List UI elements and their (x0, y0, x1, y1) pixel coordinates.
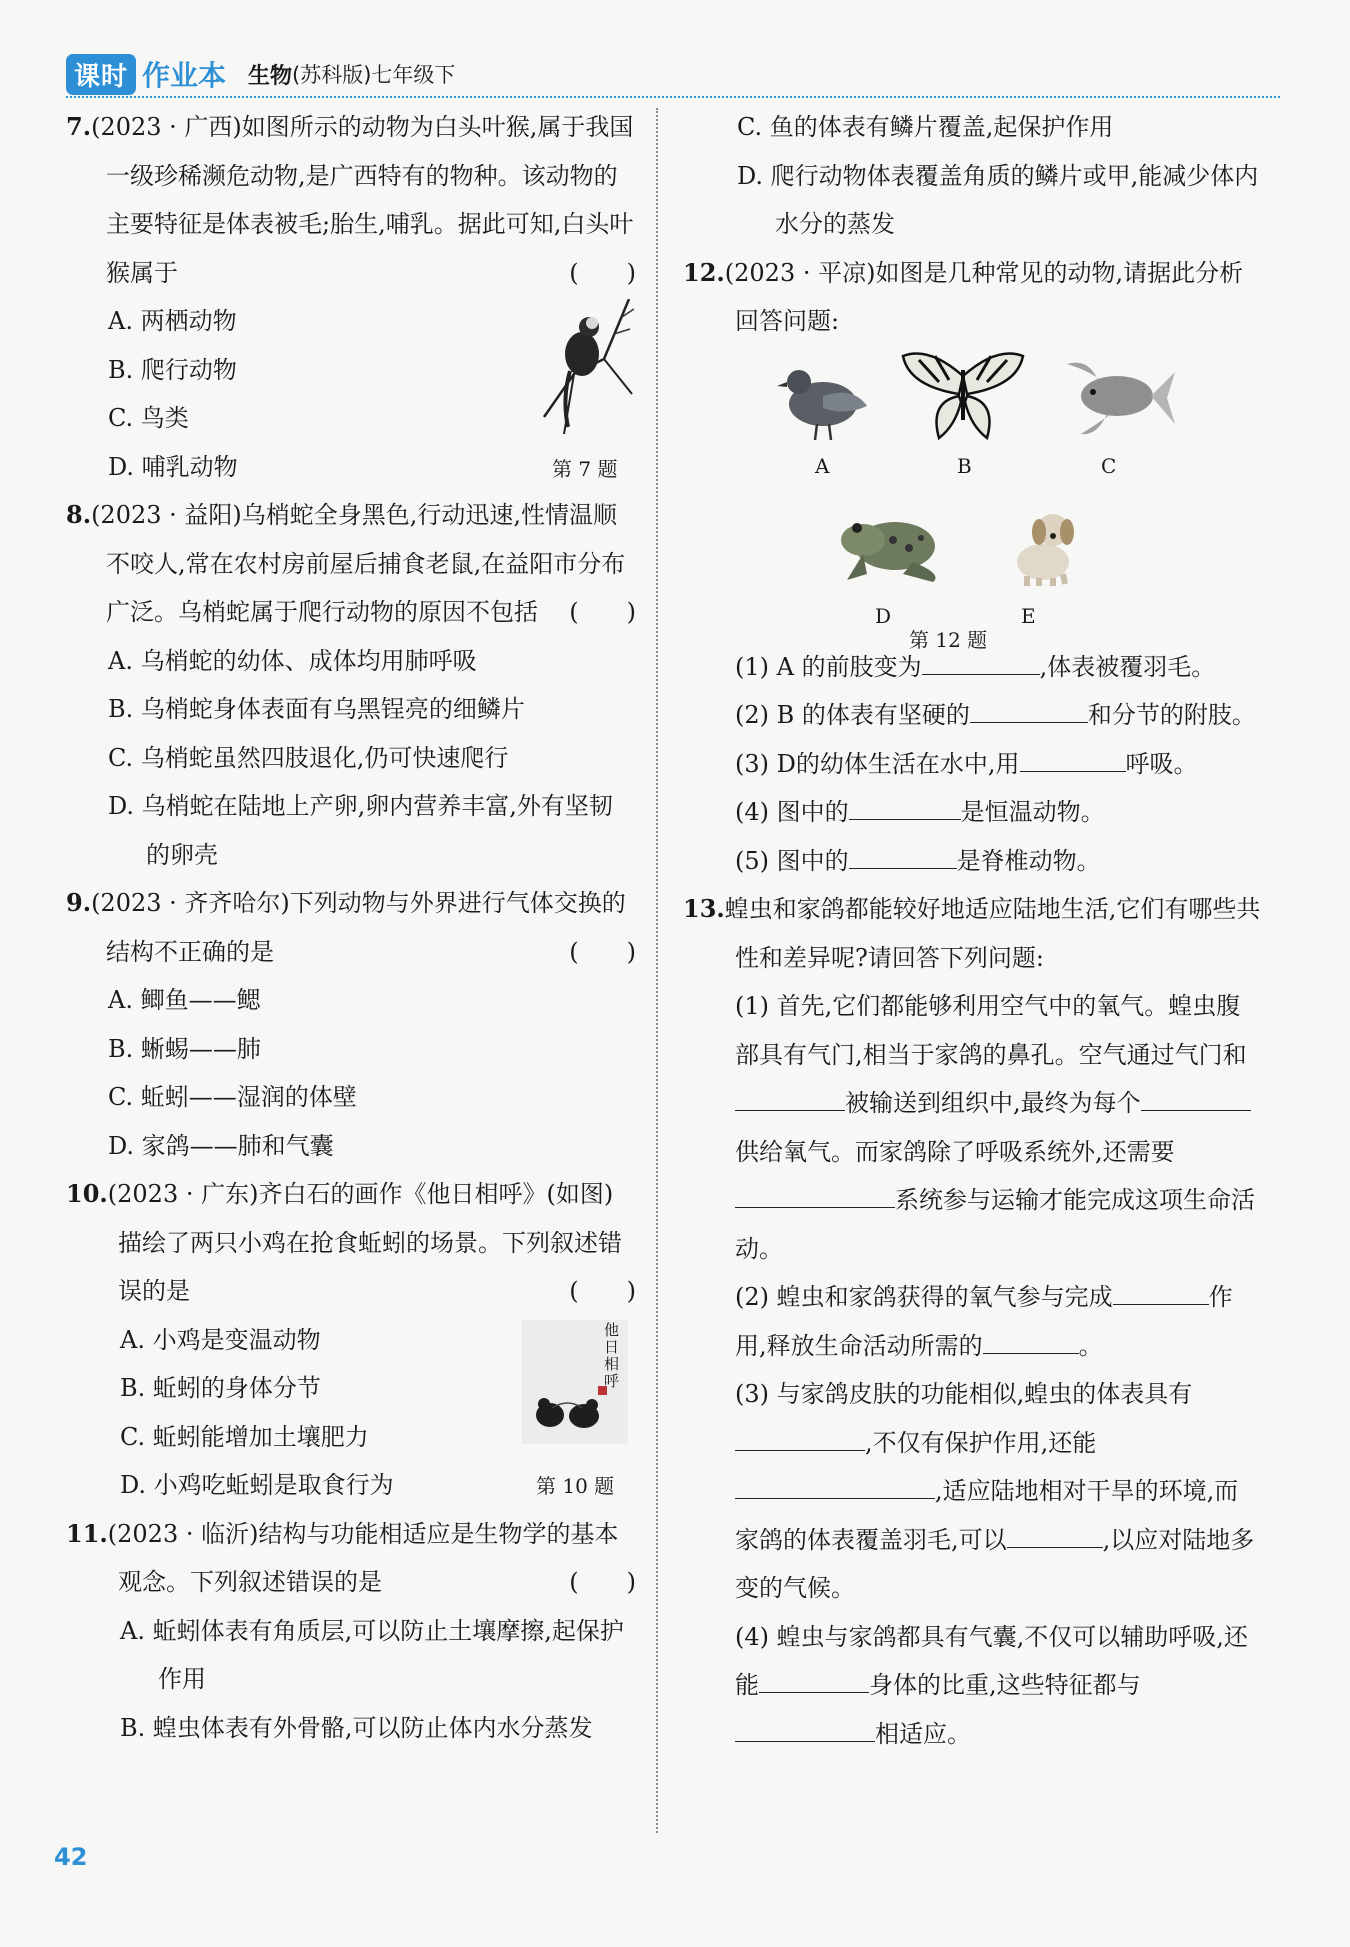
question-7 (66, 103, 636, 491)
pigeon-icon (773, 356, 869, 442)
option-b: B. 乌梢蛇身体表面有乌黑锃亮的细鳞片 (108, 695, 525, 723)
answer-paren: ( ) (569, 937, 636, 966)
q12-sub-4: (4) 图中的 是恒温动物。 (735, 788, 1261, 837)
figure-caption: 第 10 题 (536, 1473, 615, 1498)
figure-caption: 第 12 题 (909, 627, 988, 652)
frog-icon (833, 504, 949, 586)
answer-blank[interactable] (759, 1662, 869, 1693)
question-number: 7. (66, 112, 92, 141)
page-number: 42 (54, 1843, 88, 1871)
monkey-figure (534, 299, 634, 434)
subject-name: 生物 (248, 63, 293, 89)
question-text: (2023 · 齐齐哈尔)下列动物与外界进行气体交换的结构不正确的是 (91, 889, 626, 966)
question-text: (2023 · 临沂)结构与功能相适应是生物学的基本观念。下列叙述错误的是 (107, 1519, 619, 1596)
question-10 (66, 1170, 636, 1510)
q11-option-c: C. 鱼的体表有鳞片覆盖,起保护作用 (737, 113, 1114, 141)
option-d: D. 家鸽——肺和气囊 (108, 1131, 334, 1160)
question-text: (2023 · 广西)如图所示的动物为白头叶猴,属于我国一级珍稀濒危动物,是广西特有的物种。该动物的主要特征是体表被毛;胎生,哺乳。据此可知,白头叶猴属于 (91, 113, 634, 287)
animals-figure (735, 346, 1261, 652)
option-b: B. 蜥蜴——肺 (108, 1034, 261, 1063)
question-number: 11. (66, 1518, 108, 1548)
right-column (683, 103, 1261, 1758)
question-8 (66, 491, 636, 879)
q13-sub-1: (1) 首先,它们都能够利用空气中的氧气。蝗虫腹部具有气门,相当于家鸽的鼻孔。空气通过气门和被输送到组织中,最终为每个供给氧气。而家鸽除了呼吸系统外,还需要系统参与运输才能完成这项生命活动。 (735, 992, 1255, 1263)
option-d: D. 哺乳动物 (108, 452, 238, 481)
q12-sub-5: (5) 图中的 是脊椎动物。 (735, 837, 1261, 886)
option-b: B. 蚯蚓的身体分节 (120, 1374, 321, 1402)
painting-figure (522, 1320, 628, 1444)
figure-label-c: C (1101, 453, 1117, 478)
q13-sub-4: (4) 蝗虫与家鸽都具有气囊,不仅可以辅助呼吸,还能 身体的比重,这些特征都与相适应。 (735, 1622, 1248, 1748)
answer-blank[interactable] (849, 789, 961, 820)
option-a: A. 小鸡是变温动物 (120, 1325, 321, 1354)
question-11 (66, 1510, 636, 1753)
option-a: A. 蚯蚓体表有角质层,可以防止土壤摩擦,起保护作用 (120, 1616, 624, 1693)
option-b: B. 蝗虫体表有外骨骼,可以防止体内水分蒸发 (120, 1713, 593, 1742)
question-9 (66, 879, 636, 1170)
answer-paren: ( ) (569, 1568, 636, 1596)
question-text: (2023 · 益阳)乌梢蛇全身黑色,行动迅速,性情温顺不咬人,常在农村房前屋后捕食老鼠,在益阳市分布广泛。乌梢蛇属于爬行动物的原因不包括 (91, 501, 626, 626)
answer-blank[interactable] (983, 1323, 1079, 1354)
option-c: C. 鸟类 (108, 404, 189, 432)
option-a: A. 鲫鱼——鳃 (108, 986, 261, 1014)
question-number: 10. (66, 1179, 108, 1208)
option-a: A. 两栖动物 (108, 307, 237, 335)
column-divider (656, 108, 658, 1833)
puppy-icon (1003, 506, 1089, 588)
book-title: 作业本 (142, 59, 227, 92)
q11-option-d: D. 爬行动物体表覆盖角质的鳞片或甲,能减少体内水分的蒸发 (737, 161, 1259, 238)
question-number: 9. (66, 888, 92, 917)
answer-blank[interactable] (1113, 1274, 1209, 1305)
header-divider (66, 96, 1280, 98)
q12-sub-3: (3) D的幼体生活在水中,用 呼吸。 (735, 740, 1261, 789)
page-header (66, 54, 455, 94)
answer-blank[interactable] (735, 1468, 935, 1499)
option-c: C. 乌梢蛇虽然四肢退化,仍可快速爬行 (108, 743, 509, 772)
q13-sub-3: (3) 与家鸽皮肤的功能相似,蝗虫的体表具有,不仅有保护作用,还能,适应陆地相对干旱的环境,而家鸽的体表覆盖羽毛,可以 ,以应对陆地多变的气候。 (735, 1380, 1255, 1602)
question-text: (2023 · 平凉)如图是几种常见的动物,请据此分析回答问题: (724, 258, 1244, 335)
question-number: 12. (683, 257, 725, 287)
subject-edition: (苏科版)七年级下 (292, 63, 456, 87)
question-text: 蝗虫和家鸽都能较好地适应陆地生活,它们有哪些共性和差异呢?请回答下列问题: (724, 895, 1261, 972)
answer-paren: ( ) (569, 598, 636, 626)
option-b: B. 爬行动物 (108, 355, 237, 384)
option-d: D. 小鸡吃蚯蚓是取食行为 (120, 1471, 394, 1499)
left-column (66, 103, 636, 1752)
q13-sub-2: (2) 蝗虫和家鸽获得的氧气参与完成 作用,释放生命活动所需的 。 (735, 1273, 1261, 1370)
answer-blank[interactable] (735, 1080, 845, 1111)
figure-label-a: A (815, 453, 830, 478)
q12-sub-1: (1) A 的前肢变为 ,体表被覆羽毛。 (735, 643, 1261, 692)
answer-blank[interactable] (1141, 1080, 1251, 1111)
question-number: 8. (66, 500, 92, 529)
butterfly-icon (899, 346, 1027, 442)
option-a: A. 乌梢蛇的幼体、成体均用肺呼吸 (108, 646, 477, 675)
option-d: D. 乌梢蛇在陆地上产卵,卵内营养丰富,外有坚韧的卵壳 (108, 792, 613, 869)
answer-blank[interactable] (1020, 741, 1126, 772)
answer-blank[interactable] (735, 1711, 875, 1742)
figure-label-b: B (957, 453, 972, 478)
book-logo: 课时 (66, 54, 136, 95)
answer-paren: ( ) (569, 258, 636, 287)
answer-blank[interactable] (1007, 1517, 1103, 1548)
question-12 (683, 249, 1261, 886)
answer-blank[interactable] (735, 1420, 865, 1451)
option-c: C. 蚯蚓——湿润的体壁 (108, 1083, 357, 1111)
figure-label-e: E (1021, 603, 1036, 628)
question-text: (2023 · 广东)齐白石的画作《他日相呼》(如图)描绘了两只小鸡在抢食蚯蚓的场景。下列叙述错误的是 (107, 1180, 622, 1305)
painting-inscription: 他日相呼 (604, 1320, 620, 1390)
answer-paren: ( ) (569, 1277, 636, 1305)
question-number: 13. (683, 894, 725, 923)
option-c: C. 蚯蚓能增加土壤肥力 (120, 1422, 369, 1451)
question-13 (683, 885, 1261, 1758)
answer-blank[interactable] (970, 692, 1088, 723)
fish-icon (1057, 358, 1175, 438)
answer-blank[interactable] (849, 838, 957, 869)
q12-sub-2: (2) B 的体表有坚硬的 和分节的附肢。 (735, 691, 1261, 740)
figure-caption: 第 7 题 (552, 457, 618, 481)
figure-label-d: D (875, 603, 892, 628)
answer-blank[interactable] (735, 1177, 895, 1208)
